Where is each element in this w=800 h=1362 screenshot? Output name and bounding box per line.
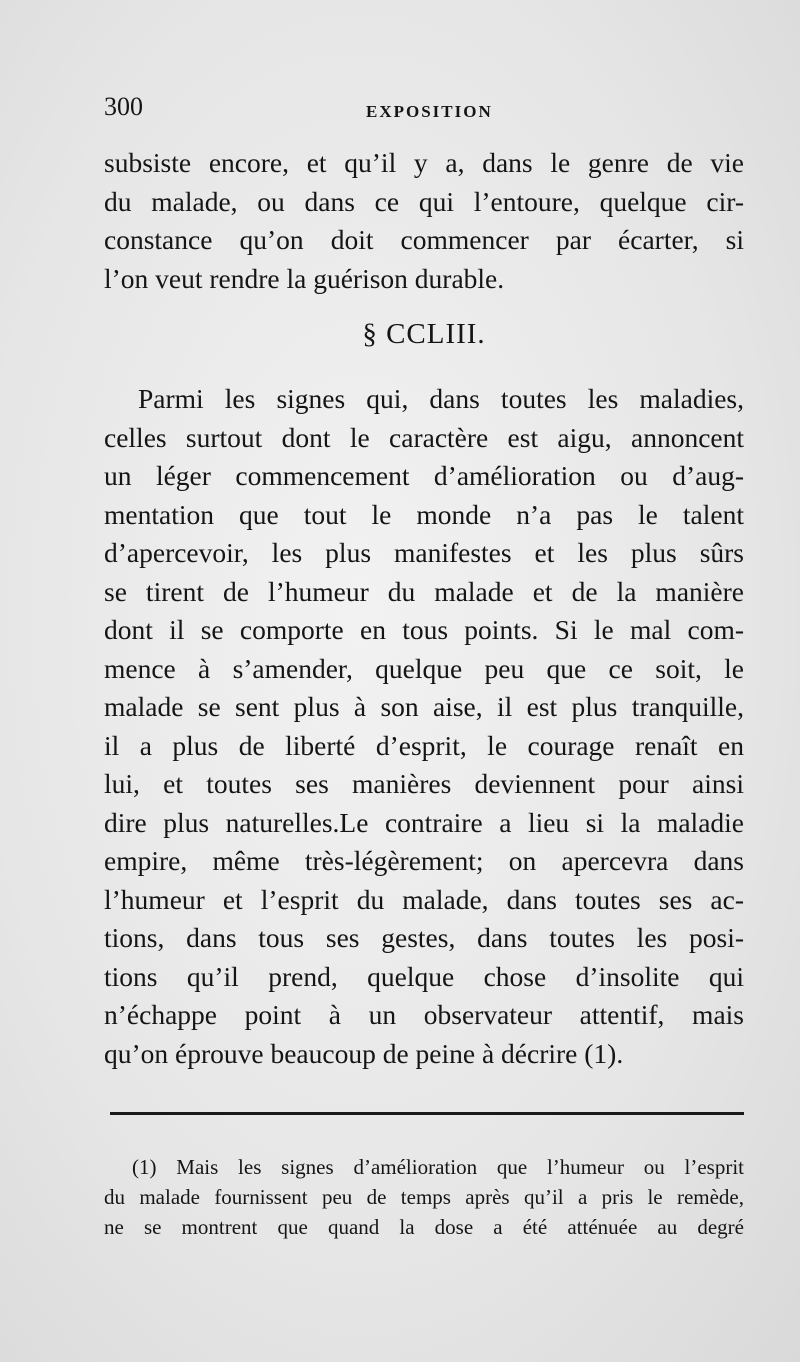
- footnote: [104, 1152, 744, 1242]
- text-line: empire, même très-légèrement; on apercevra dans: [104, 845, 744, 876]
- text-line: lui, et toutes ses manières deviennent pour ainsi: [104, 768, 744, 799]
- running-head: EXPOSITION: [366, 102, 493, 121]
- text-line: celles surtout dont le caractère est aigu, annoncent: [104, 421, 744, 453]
- intro-paragraph: [104, 144, 744, 298]
- text-line: mentation que tout le monde n’a pas le talent: [104, 498, 744, 530]
- text-line: n’échappe point à un observateur attentif, mais: [104, 999, 744, 1030]
- footnote-line: du malade fournissent peu de temps après qu’il a pris le remède,: [104, 1185, 744, 1209]
- text-line: du malade, ou dans ce qui l’entoure, quelque cir-: [104, 185, 744, 217]
- text-line: un léger commencement d’amélioration ou d’aug-: [104, 460, 744, 491]
- text-line: il a plus de liberté d’esprit, le courage renaît en: [104, 729, 744, 761]
- text-line: constance qu’on doit commencer par écarter, si: [104, 224, 744, 255]
- text-line: mence à s’amender, quelque peu que ce soit, le: [104, 652, 744, 684]
- section-heading: § CCLIII.: [362, 318, 486, 350]
- page-header: [104, 92, 744, 132]
- text-line: dont il se comporte en tous points. Si le mal com-: [104, 614, 744, 645]
- text-line: l’on veut rendre la guérison durable.: [104, 262, 505, 294]
- text-line: malade se sent plus à son aise, il est plus tranquille,: [104, 691, 744, 722]
- text-line: se tirent de l’humeur du malade et de la manière: [104, 575, 744, 607]
- footnote-line: (1) Mais les signes d’amélioration que l’humeur ou l’esprit: [132, 1155, 744, 1179]
- text-line: subsiste encore, et qu’il y a, dans le genre de vie: [104, 147, 744, 178]
- text-line: d’apercevoir, les plus manifestes et les plus sûrs: [104, 537, 744, 568]
- text-line: Parmi les signes qui, dans toutes les maladies,: [138, 383, 744, 414]
- text-line: l’humeur et l’esprit du malade, dans toutes ses ac-: [104, 883, 744, 915]
- main-paragraph: [104, 380, 744, 1073]
- footnote-divider: [110, 1112, 744, 1115]
- text-line: tions qu’il prend, quelque chose d’insolite qui: [104, 960, 744, 992]
- text-line: tions, dans tous ses gestes, dans toutes les posi-: [104, 922, 744, 953]
- page-number: 300: [104, 92, 143, 121]
- text-line: qu’on éprouve beaucoup de peine à décrire (1).: [104, 1037, 624, 1069]
- footnote-line: ne se montrent que quand la dose a été atténuée au degré: [104, 1215, 744, 1239]
- text-line: dire plus naturelles.Le contraire a lieu si la maladie: [104, 806, 744, 838]
